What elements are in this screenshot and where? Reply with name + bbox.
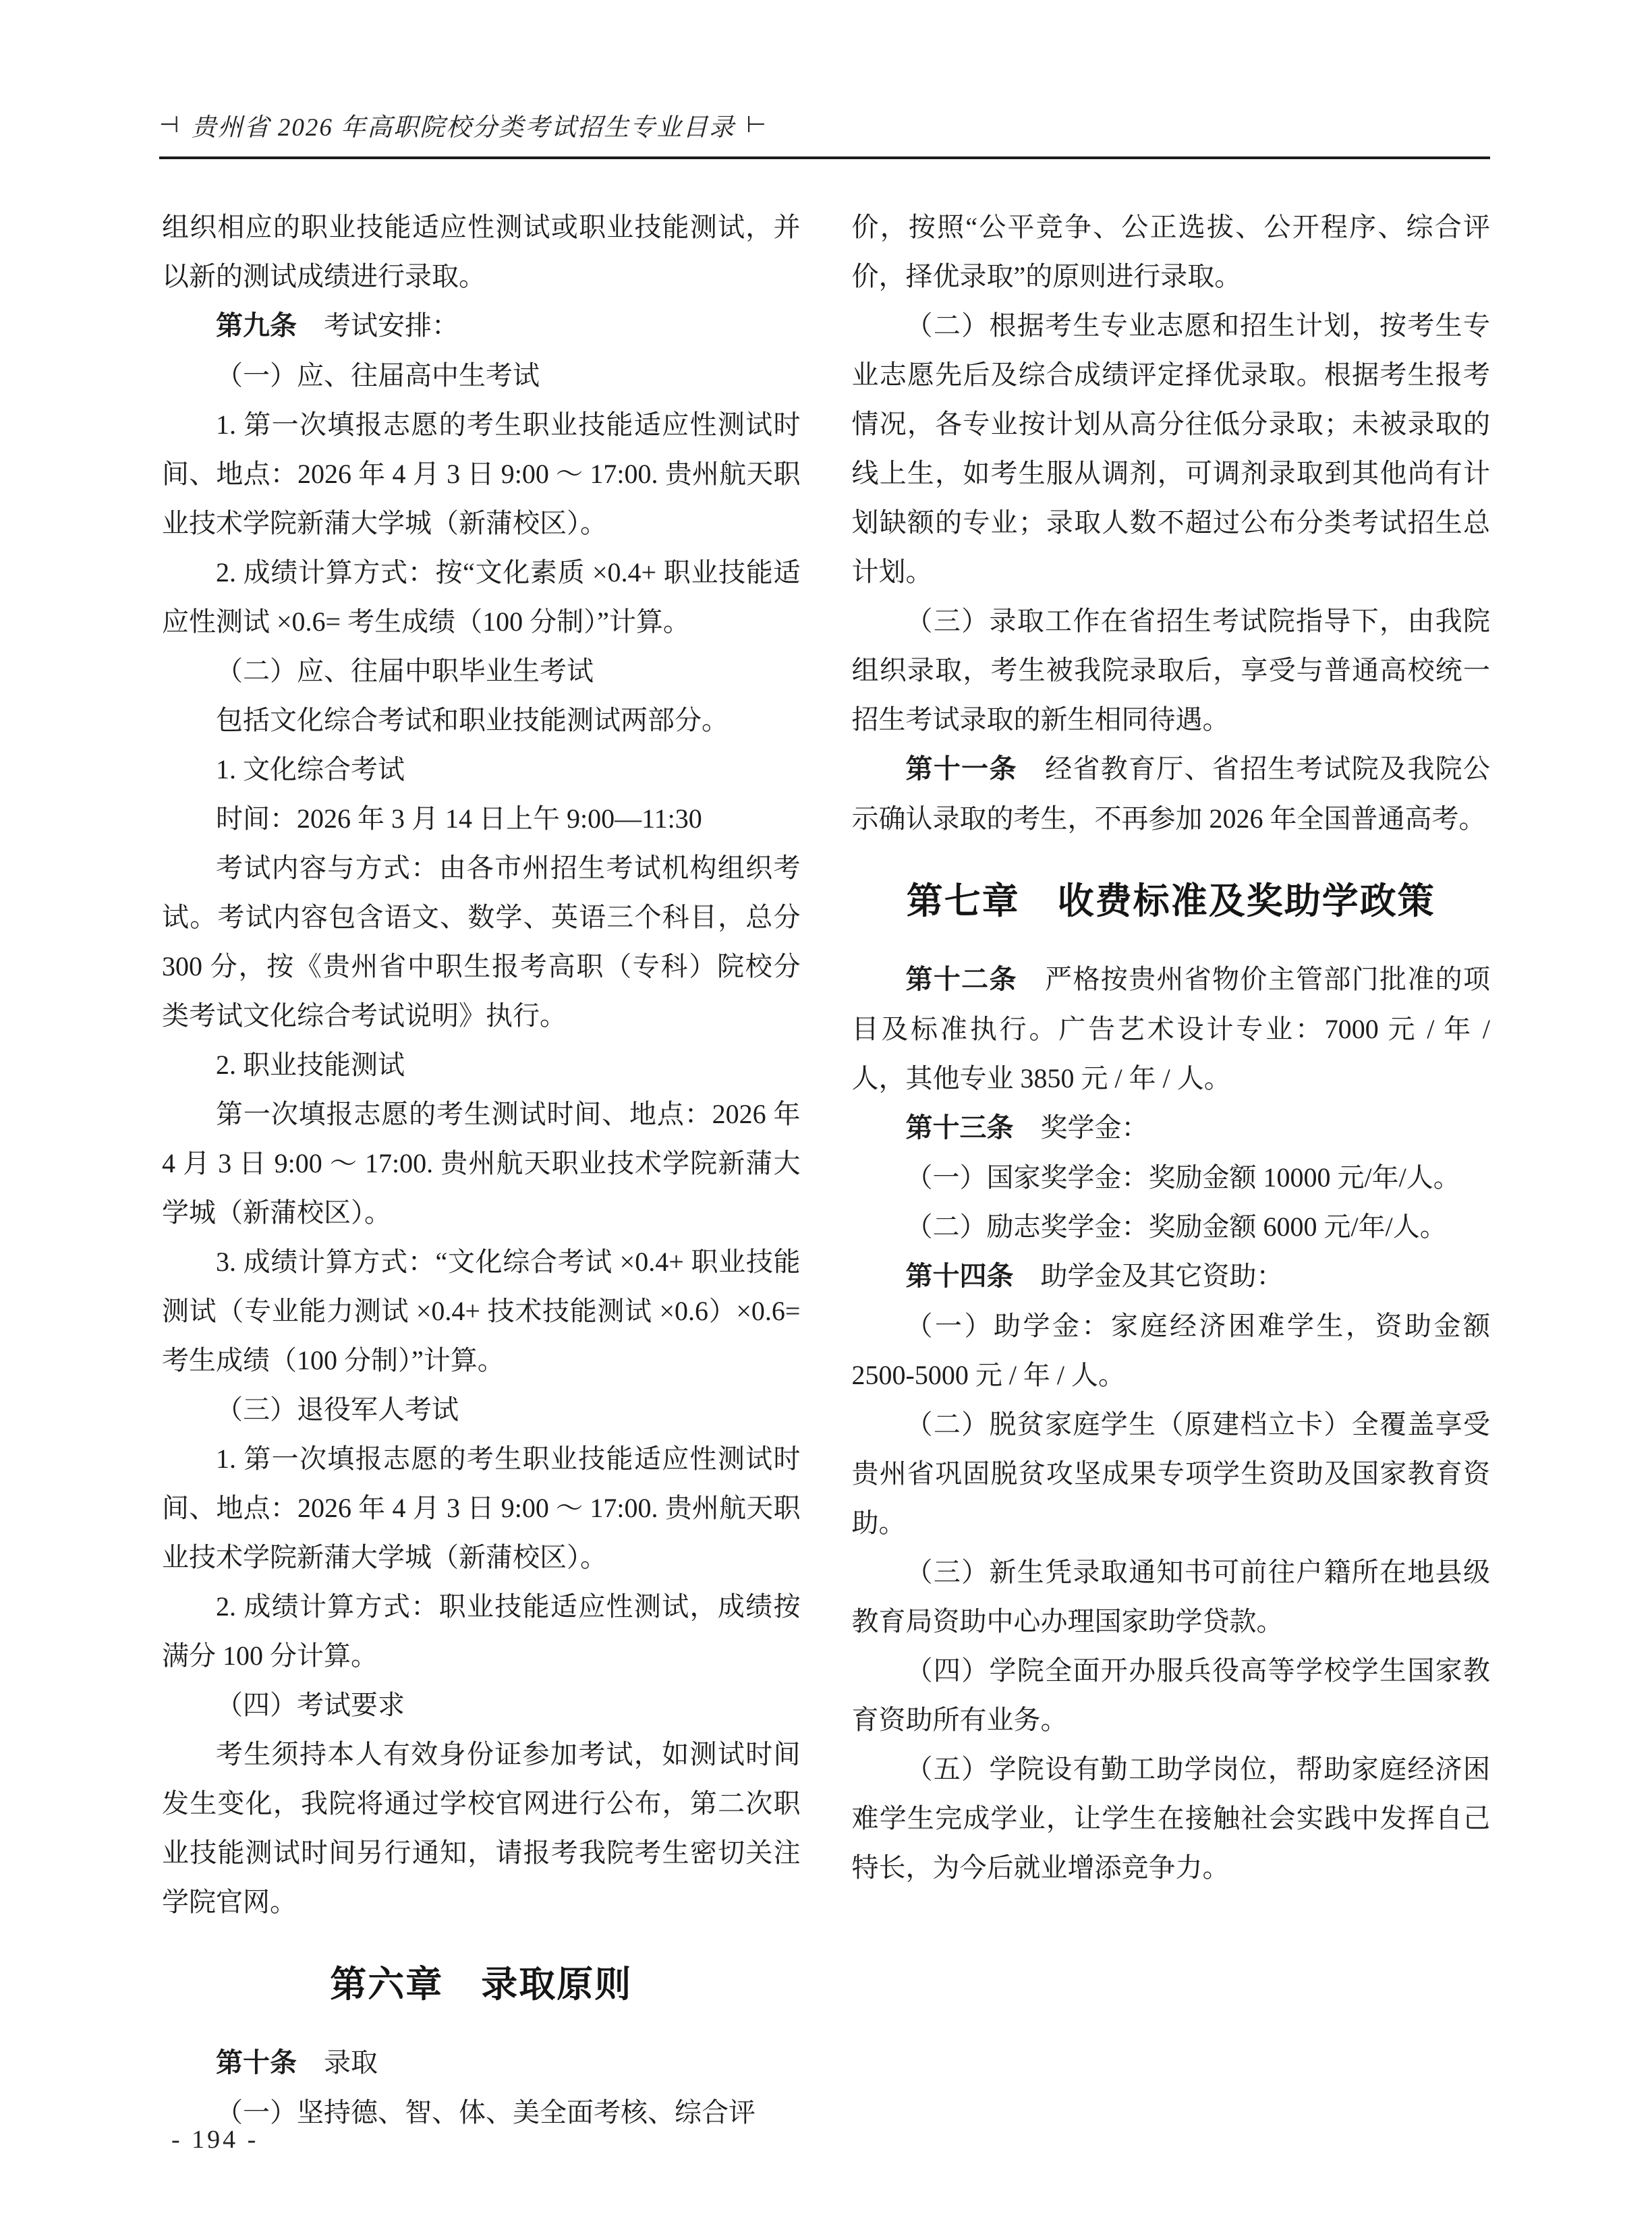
- paragraph: [852, 1103, 1491, 1153]
- paragraph: 考试内容与方式：由各市州招生考试机构组织考试。考试内容包含语文、数学、英语三个科目，总分 300 分，按《贵州省中职生报考高职（专科）院校分类考试文化综合考试说明》执行。: [162, 853, 801, 1031]
- paragraph: 1. 文化综合考试: [216, 754, 405, 784]
- page-footer: [171, 2125, 258, 2154]
- paragraph: 1. 第一次填报志愿的考生职业技能适应性测试时间、地点：2026 年 4 月 3 日 9:00 ～ 17:00. 贵州航天职业技术学院新蒲大学城（新蒲校区）。: [162, 409, 801, 538]
- paragraph: [162, 2038, 801, 2088]
- paragraph: （四）考试要求: [216, 1690, 405, 1720]
- header-left-tack-icon: ⊣: [159, 113, 181, 138]
- header-right-tack-icon: ⊢: [746, 113, 768, 138]
- paragraph-text: 经省教育厅、省招生考试院及我院公示确认录取的考生，不再参加 2026 年全国普通高考。: [851, 753, 1491, 834]
- paragraph: （二）应、往届中职毕业生考试: [216, 656, 594, 686]
- running-head: [159, 107, 1490, 143]
- page-header: [159, 107, 1490, 159]
- header-rule: [159, 156, 1490, 159]
- chapter-heading: 第六章 录取原则: [330, 1964, 633, 2005]
- paragraph: （二）脱贫家庭学生（原建档立卡）全覆盖享受贵州省巩固脱贫攻坚成果专项学生资助及国家教育资助。: [851, 1409, 1490, 1538]
- paragraph: 2. 成绩计算方式：按“文化素质 ×0.4+ 职业技能适应性测试 ×0.6= 考生成绩（100 分制）”计算。: [162, 557, 801, 637]
- page-body: [162, 202, 1490, 2137]
- paragraph-text: 考试安排：: [297, 310, 459, 341]
- paragraph: [852, 1251, 1491, 1301]
- paragraph: （三）新生凭录取通知书可前往户籍所在地县级教育局资助中心办理国家助学贷款。: [851, 1557, 1490, 1636]
- left-column: [162, 202, 801, 2137]
- paragraph: （三）退役军人考试: [216, 1394, 459, 1425]
- clause-label: 第十条: [216, 2048, 297, 2078]
- paragraph: 组织相应的职业技能适应性测试或职业技能测试，并以新的测试成绩进行录取。: [162, 212, 801, 291]
- paragraph-text: 奖学金：: [1013, 1112, 1149, 1143]
- paragraph: （一）坚持德、智、体、美全面考核、综合评: [216, 2097, 756, 2128]
- right-column: [852, 202, 1491, 2137]
- paragraph: （一）助学金：家庭经济困难学生，资助金额 2500-5000 元 / 年 / 人。: [851, 1311, 1490, 1390]
- paragraph: （四）学院全面开办服兵役高等学校学生国家教育资助所有业务。: [851, 1655, 1490, 1735]
- clause-label: 第九条: [216, 311, 297, 341]
- clause-label: 第十二条: [905, 965, 1017, 994]
- paragraph: 时间：2026 年 3 月 14 日上午 9:00—11:30: [216, 803, 702, 834]
- paragraph: （三）录取工作在省招生考试院指导下，由我院组织录取，考生被我院录取后，享受与普通高校统一招生考试录取的新生相同待遇。: [851, 606, 1490, 735]
- paragraph: 2. 成绩计算方式：职业技能适应性测试，成绩按满分 100 分计算。: [162, 1591, 801, 1671]
- paragraph: （五）学院设有勤工助学岗位，帮助家庭经济困难学生完成学业，让学生在接触社会实践中发挥自己特长，为今后就业增添竞争力。: [851, 1754, 1490, 1883]
- paragraph: [852, 954, 1491, 1103]
- paragraph-text: 严格按贵州省物价主管部门批准的项目及标准执行。广告艺术设计专业：7000 元 / 年 / 人，其他专业 3850 元 / 年 / 人。: [851, 964, 1491, 1093]
- paragraph: （二）根据考生专业志愿和招生计划，按考生专业志愿先后及综合成绩评定择优录取。根据考生报考情况，各专业按计划从高分往低分录取；未被录取的线上生，如考生服从调剂，可调剂录取到其他尚有计划缺额的专业；录取人数不超过公布分类考试招生总计划。: [851, 310, 1490, 587]
- paragraph: 1. 第一次填报志愿的考生职业技能适应性测试时间、地点：2026 年 4 月 3 日 9:00 ～ 17:00. 贵州航天职业技术学院新蒲大学城（新蒲校区）。: [162, 1444, 801, 1572]
- chapter-heading: 第七章 收费标准及奖助学政策: [906, 881, 1435, 921]
- paragraph-text: 录取: [297, 2047, 378, 2078]
- paragraph: 3. 成绩计算方式：“文化综合考试 ×0.4+ 职业技能测试（专业能力测试 ×0.4+ 技术技能测试 ×0.6）×0.6= 考生成绩（100 分制）”计算。: [162, 1247, 801, 1375]
- paragraph: 2. 职业技能测试: [216, 1050, 405, 1080]
- page-number: - 194 -: [171, 2125, 259, 2154]
- clause-label: 第十一条: [905, 754, 1017, 784]
- paragraph-text: 助学金及其它资助：: [1013, 1261, 1284, 1291]
- paragraph: 考生须持本人有效身份证参加考试，如测试时间发生变化，我院将通过学校官网进行公布，第二次职业技能测试时间另行通知，请报考我院考生密切关注学院官网。: [162, 1739, 801, 1917]
- paragraph: （一）国家奖学金：奖励金额 10000 元/年/人。: [905, 1162, 1460, 1193]
- paragraph: [852, 744, 1491, 843]
- paragraph: （二）励志奖学金：奖励金额 6000 元/年/人。: [905, 1211, 1447, 1242]
- clause-label: 第十三条: [905, 1113, 1014, 1143]
- running-title: 贵州省 2026 年高职院校分类考试招生专业目录: [191, 114, 736, 142]
- paragraph: （一）应、往届高中生考试: [216, 360, 540, 391]
- paragraph: [162, 301, 801, 351]
- paragraph: 价，按照“公平竞争、公正选拔、公开程序、综合评价，择优录取”的原则进行录取。: [851, 212, 1490, 291]
- paragraph: 第一次填报志愿的考生测试时间、地点：2026 年 4 月 3 日 9:00 ～ 17:00. 贵州航天职业技术学院新蒲大学城（新蒲校区）。: [162, 1099, 801, 1228]
- clause-label: 第十四条: [905, 1261, 1014, 1291]
- paragraph: 包括文化综合考试和职业技能测试两部分。: [216, 705, 729, 735]
